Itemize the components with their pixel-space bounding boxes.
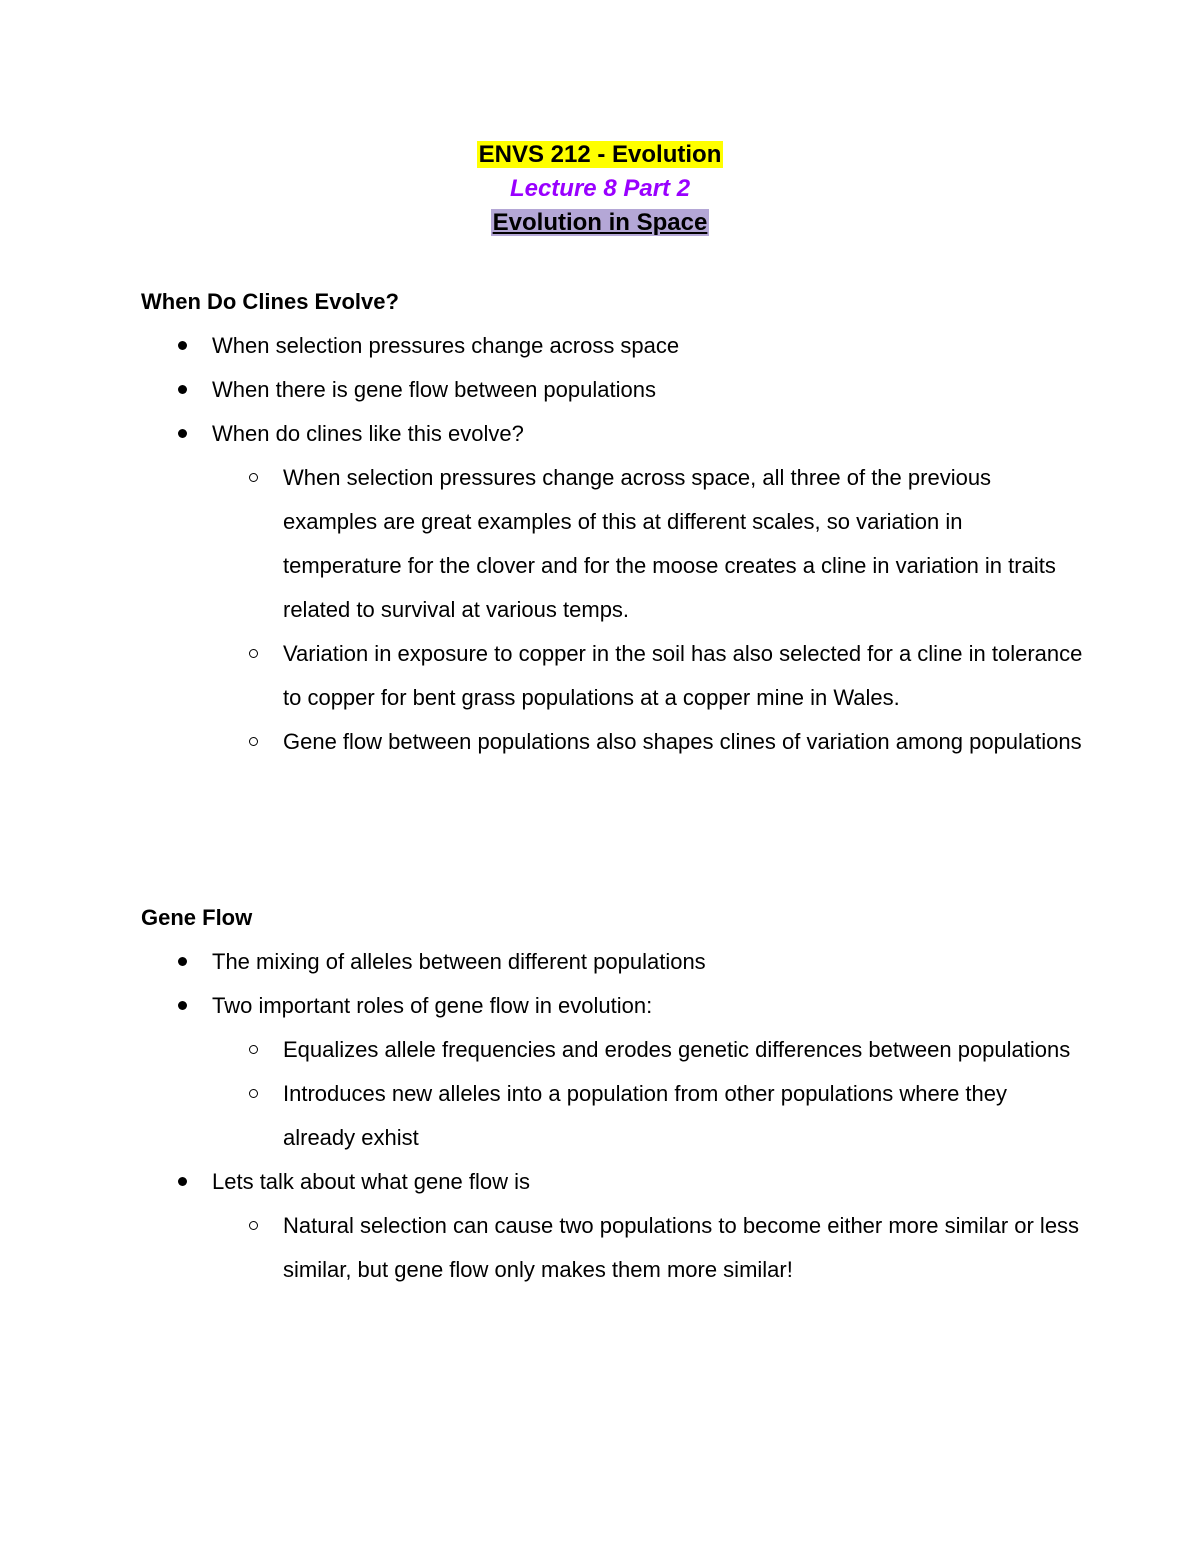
section-heading: Gene Flow <box>141 905 253 930</box>
list-item-text: The mixing of alleles between different populations <box>212 949 706 974</box>
list-item <box>141 412 1081 456</box>
hollow-bullet-icon <box>249 1045 258 1054</box>
hollow-bullet-icon <box>249 649 258 658</box>
sub-list-item-text: Variation in exposure to copper in the soil has also selected for a cline in tolerance to copper for bent grass populations at a copper mine in Wales. <box>283 641 1083 710</box>
filled-bullet-icon <box>178 1177 187 1186</box>
sub-list-item-text: Introduces new alleles into a population from other populations where they already exhist <box>283 1081 1008 1150</box>
lecture-title: Lecture 8 Part 2 <box>509 175 691 202</box>
topic-title: Evolution in Space <box>492 209 708 236</box>
section-when-do-clines-evolve <box>141 280 1081 764</box>
list-item <box>141 1160 1081 1204</box>
sub-list-item <box>212 1204 1083 1292</box>
sub-list-item <box>212 632 1083 720</box>
list-item-text: Two important roles of gene flow in evolution: <box>212 993 653 1018</box>
list-item-text: When do clines like this evolve? <box>212 421 524 446</box>
bullet-list <box>141 940 1081 1028</box>
sub-list-item-text: Gene flow between populations also shapes clines of variation among populations <box>283 729 1082 754</box>
filled-bullet-icon <box>178 429 187 438</box>
filled-bullet-icon <box>178 1001 187 1010</box>
sub-list-item-text: Natural selection can cause two populations to become either more similar or less similar, but gene flow only makes them more similar! <box>283 1213 1080 1282</box>
filled-bullet-icon <box>178 957 187 966</box>
list-item-text: Lets talk about what gene flow is <box>212 1169 530 1194</box>
course-title: ENVS 212 - Evolution <box>478 141 722 168</box>
list-item-text: When selection pressures change across space <box>212 333 680 358</box>
hollow-bullet-icon <box>249 1221 258 1230</box>
sub-list-item-text: When selection pressures change across space, all three of the previous examples are great examples of this at different scales, so variation in temperature for the clover and for the moose creates a cline in variation in traits related to survival at various temps. <box>283 465 1056 622</box>
bullet-list <box>141 324 1081 456</box>
list-item-text: When there is gene flow between populations <box>212 377 656 402</box>
sub-list-item <box>212 1072 1083 1160</box>
list-item <box>141 324 1081 368</box>
hollow-bullet-icon <box>249 473 258 482</box>
filled-bullet-icon <box>178 341 187 350</box>
sub-list-item-text: Equalizes allele frequencies and erodes genetic differences between populations <box>283 1037 1071 1062</box>
list-item <box>141 984 1081 1028</box>
sub-list-item <box>212 720 1083 764</box>
hollow-bullet-icon <box>249 737 258 746</box>
sub-bullet-list <box>212 1204 1081 1292</box>
section-heading: When Do Clines Evolve? <box>141 289 399 314</box>
filled-bullet-icon <box>178 385 187 394</box>
section-gene-flow <box>141 896 1081 1292</box>
bullet-list <box>141 1160 1081 1204</box>
hollow-bullet-icon <box>249 1089 258 1098</box>
sub-list-item <box>212 456 1083 632</box>
sub-bullet-list <box>212 1028 1081 1160</box>
document-header <box>0 138 1200 240</box>
list-item <box>141 940 1081 984</box>
sub-list-item <box>212 1028 1083 1072</box>
list-item <box>141 368 1081 412</box>
sub-bullet-list <box>212 456 1081 764</box>
